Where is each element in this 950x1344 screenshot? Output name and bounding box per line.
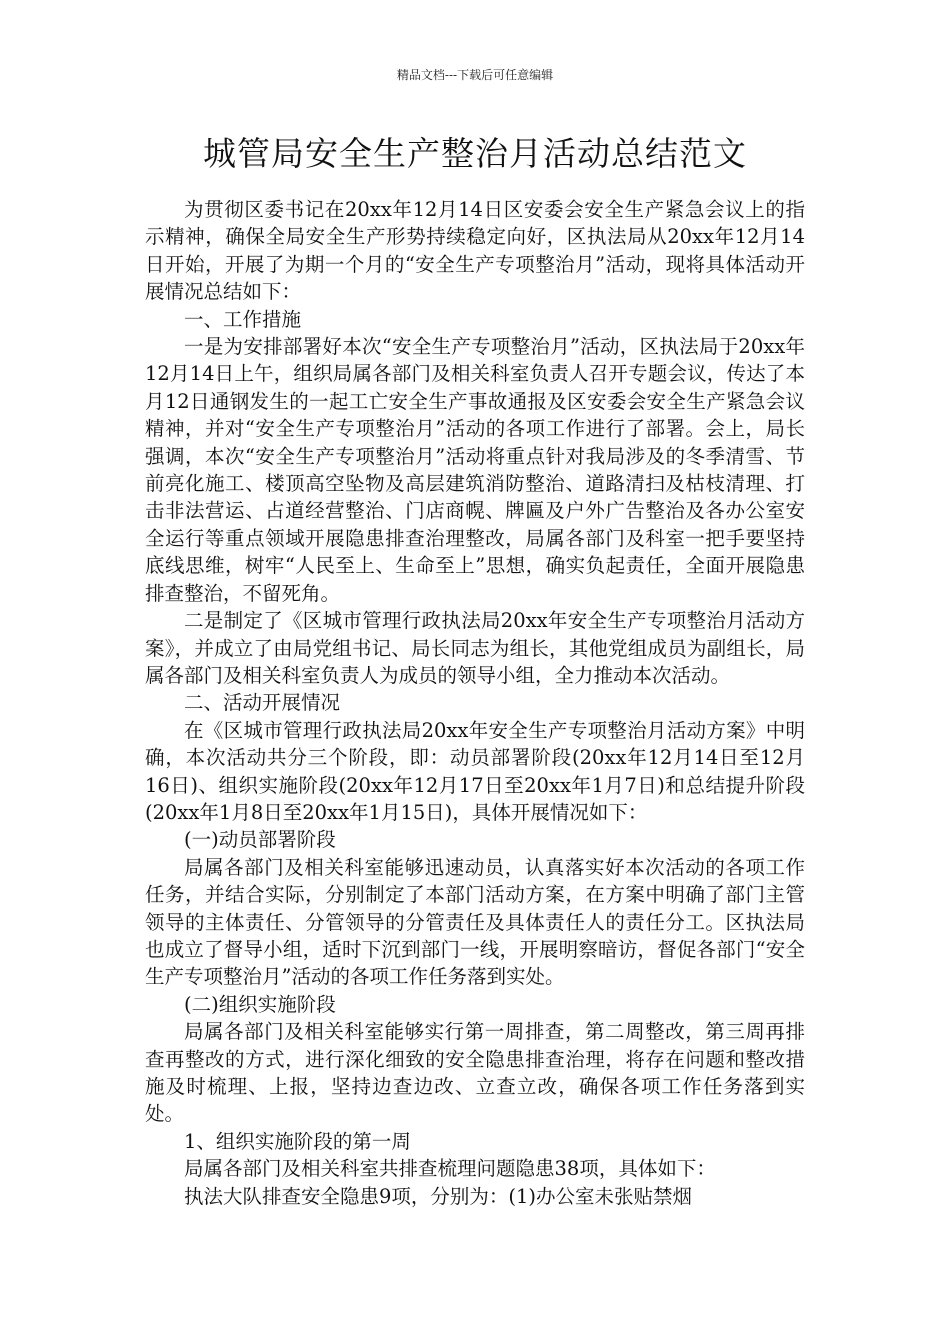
section-heading-measures: 一、工作措施 <box>184 307 302 331</box>
paragraph-implementation: 局属各部门及相关科室能够实行第一周排查，第二周整改，第三周再排查再整改的方式，进行深化细致的安全隐患排查治理，将存在问题和整改措施及时梳理、上报，坚持边查边改、立查立改，确保各项工作任务落到实处。 <box>145 1020 805 1126</box>
paragraph-mobilization: 局属各部门及相关科室能够迅速动员，认真落实好本次活动的各项工作任务，并结合实际，分别制定了本部门活动方案，在方案中明确了部门主管领导的主体责任、分管领导的分管责任及具体责任人的责任分工。区执法局也成立了督导小组，适时下沉到部门一线，开展明察暗访，督促各部门“安全生产专项整治月”活动的各项工作任务落到实处。 <box>145 855 805 989</box>
paragraph-enforcement-team: 执法大队排查安全隐患9项，分别为：(1)办公室未张贴禁烟 <box>184 1184 693 1208</box>
section-heading-activities: 二、活动开展情况 <box>184 691 341 715</box>
subsection-heading-mobilization: (一)动员部署阶段 <box>184 828 336 852</box>
paragraph-week-one-summary: 局属各部门及相关科室共排查梳理问题隐患38项，具体如下： <box>184 1157 716 1181</box>
page-header: 精品文档---下载后可任意编辑 <box>396 68 554 82</box>
subsection-heading-week-one: 1、组织实施阶段的第一周 <box>184 1129 411 1153</box>
paragraph-intro: 为贯彻区委书记在20xx年12月14日区安委会安全生产紧急会议上的指示精神，确保全局安全生产形势持续稳定向好，区执法局从20xx年12月14日开始，开展了为期一个月的“安全生产专项整治月”活动，现将具体活动开展情况总结如下： <box>145 198 805 304</box>
document-body <box>145 196 805 1210</box>
paragraph-measure-two: 二是制定了《区城市管理行政执法局20xx年安全生产专项整治月活动方案》，并成立了由局党组书记、局长同志为组长，其他党组成员为副组长，局属各部门及相关科室负责人为成员的领导小组，全力推动本次活动。 <box>145 609 805 687</box>
subsection-heading-implementation: (二)组织实施阶段 <box>184 992 336 1016</box>
paragraph-measure-one: 一是为安排部署好本次“安全生产专项整治月”活动，区执法局于20xx年12月14日上午，组织局属各部门及相关科室负责人召开专题会议，传达了本月12日通钢发生的一起工亡安全生产事故通报及区安委会安全生产紧急会议精神，并对“安全生产专项整治月”活动的各项工作进行了部署。会上，局长强调，本次“安全生产专项整治月”活动将重点针对我局涉及的冬季清雪、节前亮化施工、楼顶高空坠物及高层建筑消防整治、道路清扫及枯枝清理、打击非法营运、占道经营整治、门店商幌、牌匾及户外广告整治及各办公室安全运行等重点领域开展隐患排查治理整改，局属各部门及科室一把手要坚持底线思维，树牢“人民至上、生命至上”思想，确实负起责任，全面开展隐患排查整治，不留死角。 <box>145 335 805 605</box>
document-title: 城管局安全生产整治月活动总结范文 <box>203 134 747 173</box>
paragraph-activities-overview: 在《区城市管理行政执法局20xx年安全生产专项整治月活动方案》中明确，本次活动共分三个阶段，即：动员部署阶段(20xx年12月14日至12月16日)、组织实施阶段(20xx年12月17日至20xx年1月7日)和总结提升阶段(20xx年1月8日至20xx年1月15日)，具体开展情况如下： <box>145 718 805 824</box>
